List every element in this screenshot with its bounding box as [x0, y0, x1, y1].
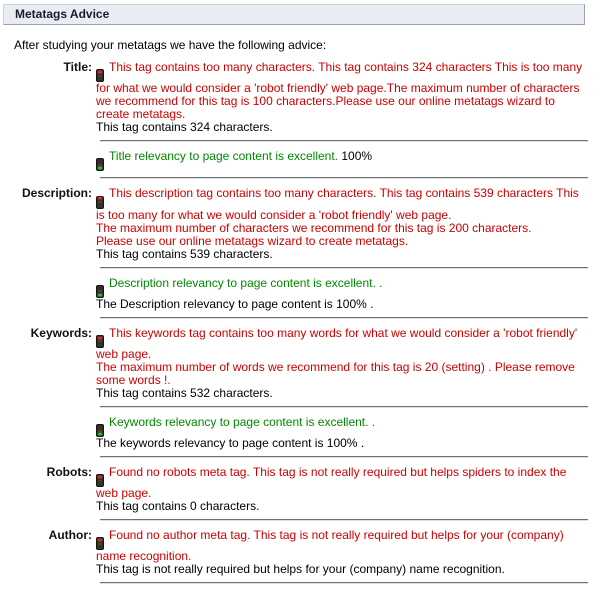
- description-relevancy-content: [96, 277, 588, 311]
- author-advice-row: [0, 529, 600, 576]
- divider: [100, 267, 588, 269]
- title-advice-text: This tag contains too many characters. This tag contains 324 characters This is too many for what we would consider a 'robot friendly' web page.The maximum number of characters we recommend for this tag is 100 characters.Please use our online metatags wizard to create metatags.: [96, 60, 583, 122]
- divider: [100, 317, 588, 319]
- keywords-length-text: This tag contains 532 characters.: [96, 385, 273, 400]
- description-advice-row: [0, 187, 600, 260]
- description-length-text: This tag contains 539 characters.: [96, 246, 273, 261]
- description-relevancy-text: Description relevancy to page content is excellent. .: [109, 275, 383, 290]
- author-advice-content: [96, 529, 588, 576]
- divider: [100, 177, 588, 179]
- divider: [100, 582, 588, 584]
- description-advice-text: This description tag contains too many characters. This tag contains 539 characters This is too many for what we would consider a 'robot friendly' web page.: [96, 186, 579, 222]
- title-relevancy-content: [96, 150, 588, 171]
- section-label-description: Description:: [21, 186, 92, 201]
- divider: [100, 140, 588, 142]
- keywords-advice-row: [0, 327, 600, 400]
- keywords-relevancy-row: [0, 416, 600, 450]
- description-advice-content: [96, 187, 588, 260]
- keywords-advice-text: This keywords tag contains too many words for what we would consider a 'robot friendly' web page.: [96, 325, 578, 361]
- section-label-empty: [0, 277, 96, 311]
- title-length-text: This tag contains 324 characters.: [96, 120, 273, 135]
- title-advice-row: [0, 61, 600, 134]
- section-label-keywords: Keywords:: [30, 325, 92, 340]
- robots-length-text: This tag contains 0 characters.: [96, 499, 260, 514]
- divider: [100, 406, 588, 408]
- section-label-empty: [0, 150, 96, 171]
- section-label-author: Author:: [48, 528, 92, 543]
- title-advice-content: [96, 61, 588, 134]
- description-advice-text: Please use our online metatags wizard to create metatags.: [96, 233, 409, 248]
- author-advice-text: Found no author meta tag. This tag is not really required but helps for your (company) name recognition.: [96, 528, 564, 564]
- title-relevancy-percent: 100%: [341, 149, 373, 164]
- intro-text: After studying your metatags we have the following advice:: [14, 38, 327, 52]
- section-label-title: Title:: [63, 60, 92, 74]
- description-relevancy-row: [0, 277, 600, 311]
- robots-advice-row: [0, 466, 600, 513]
- green-traffic-light-icon: [96, 285, 104, 298]
- title-relevancy-row: [0, 150, 600, 171]
- title-relevancy-text: Title relevancy to page content is excellent.: [109, 149, 339, 164]
- section-label-empty: [0, 416, 96, 450]
- description-advice-text: The maximum number of characters we recommend for this tag is 200 characters.: [96, 220, 532, 235]
- description-relevancy-percent: The Description relevancy to page content is 100% .: [96, 296, 374, 311]
- page-title: Metatags Advice: [3, 4, 585, 25]
- keywords-relevancy-text: Keywords relevancy to page content is excellent. .: [109, 414, 376, 429]
- keywords-relevancy-percent: The keywords relevancy to page content is 100% .: [96, 436, 365, 451]
- keywords-advice-content: [96, 327, 588, 400]
- green-traffic-light-icon: [96, 158, 104, 171]
- divider: [100, 519, 588, 521]
- keywords-advice-text: The maximum number of words we recommend for this tag is 20 (setting) . Please remove some words !.: [96, 359, 575, 387]
- divider: [100, 456, 588, 458]
- keywords-relevancy-content: [96, 416, 588, 450]
- section-label-robots: Robots:: [46, 465, 92, 480]
- author-note-text: This tag is not really required but helps for your (company) name recognition.: [96, 562, 505, 577]
- robots-advice-text: Found no robots meta tag. This tag is not really required but helps spiders to index the web page.: [96, 465, 567, 501]
- robots-advice-content: [96, 466, 588, 513]
